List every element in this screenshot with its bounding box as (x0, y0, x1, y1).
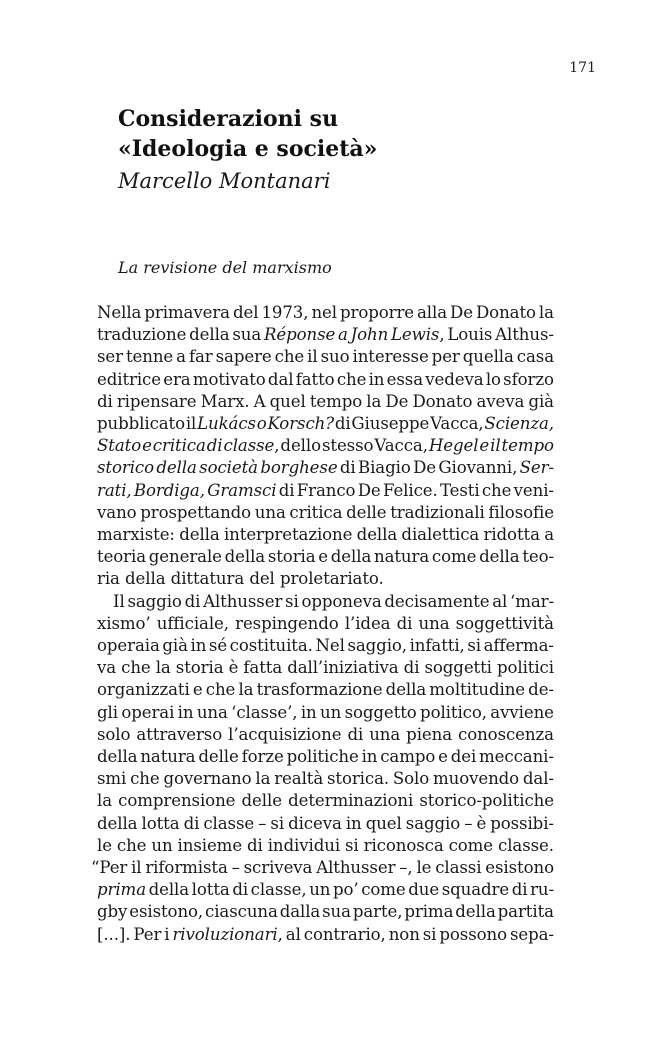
text-line: organizzati e che la trasformazione della moltitudine de- (97, 680, 554, 700)
body-text (91, 302, 554, 946)
chapter-header (118, 104, 377, 196)
text-line: Il saggio di Althusser si opponeva decisamente al ‘mar- (113, 591, 554, 611)
chapter-title-line-1: Considerazioni su (118, 106, 339, 132)
chapter-title-line-2: «Ideologia e società» (118, 136, 378, 162)
text-line: ria della dittatura del proletariato. (97, 569, 384, 589)
text-line: va che la storia è fatta dall’iniziativa di soggetti politici (97, 658, 554, 678)
text-line: operaia già in sé costituita. Nel saggio, infatti, si afferma- (97, 636, 554, 656)
text-line: di ripensare Marx. A quel tempo la De Donato aveva già (97, 391, 554, 411)
text-line: xismo’ ufficiale, respingendo l’idea di una soggettività (97, 613, 554, 633)
text-line: prima della lotta di classe, un po’ come due squadre di ru- (97, 880, 554, 900)
text-line: vano prospettando una critica delle tradizionali filosofie (97, 502, 554, 522)
text-line: [...]. Per i rivoluzionari, al contrario, non si possono sepa- (97, 924, 554, 944)
section-heading: La revisione del marxismo (118, 258, 332, 277)
text-line: Stato e critica di classe, dello stesso Vacca, Hegel e il tempo (97, 436, 554, 456)
text-line: Nella primavera del 1973, nel proporre alla De Donato la (97, 303, 554, 322)
author-name: Marcello Montanari (118, 169, 331, 193)
text-line: ser tenne a far sapere che il suo interesse per quella casa (97, 347, 554, 367)
text-line: smi che governano la realtà storica. Solo muovendo dal- (97, 769, 554, 789)
text-line: la comprensione delle determinazioni storico-politiche (97, 791, 554, 811)
text-line: teoria generale della storia e della natura come della teo- (97, 547, 554, 567)
text-line: gby esistono, ciascuna dalla sua parte, prima della partita (97, 902, 554, 922)
text-line: storico della società borghese di Biagio De Giovanni, Ser- (97, 458, 554, 478)
text-line: traduzione della sua Réponse a John Lewis, Louis Althus- (97, 325, 554, 345)
text-line: editrice era motivato dal fatto che in essa vedeva lo sforzo (97, 369, 554, 389)
text-line: della lotta di classe – si diceva in quel saggio – è possibi- (97, 813, 554, 833)
chapter-title (118, 104, 377, 164)
text-line: della natura delle forze politiche in campo e dei meccani- (97, 747, 554, 767)
page-number: 171 (569, 60, 596, 76)
text-line: le che un insieme di individui si riconosca come classe. (97, 835, 554, 855)
text-line: marxiste: della interpretazione della dialettica ridotta a (97, 525, 554, 545)
text-line: gli operai in una ‘classe’, in un soggetto politico, avviene (97, 702, 554, 722)
text-line: rati, Bordiga, Gramsci di Franco De Felice. Testi che veni- (97, 480, 554, 500)
text-line: pubblicato il Lukács o Korsch? di Giuseppe Vacca, Scienza, (97, 414, 554, 434)
text-line: solo attraverso l’acquisizione di una piena conoscenza (97, 724, 554, 744)
text-line: “Per il riformista – scriveva Althusser –, le classi esistono (91, 858, 554, 878)
